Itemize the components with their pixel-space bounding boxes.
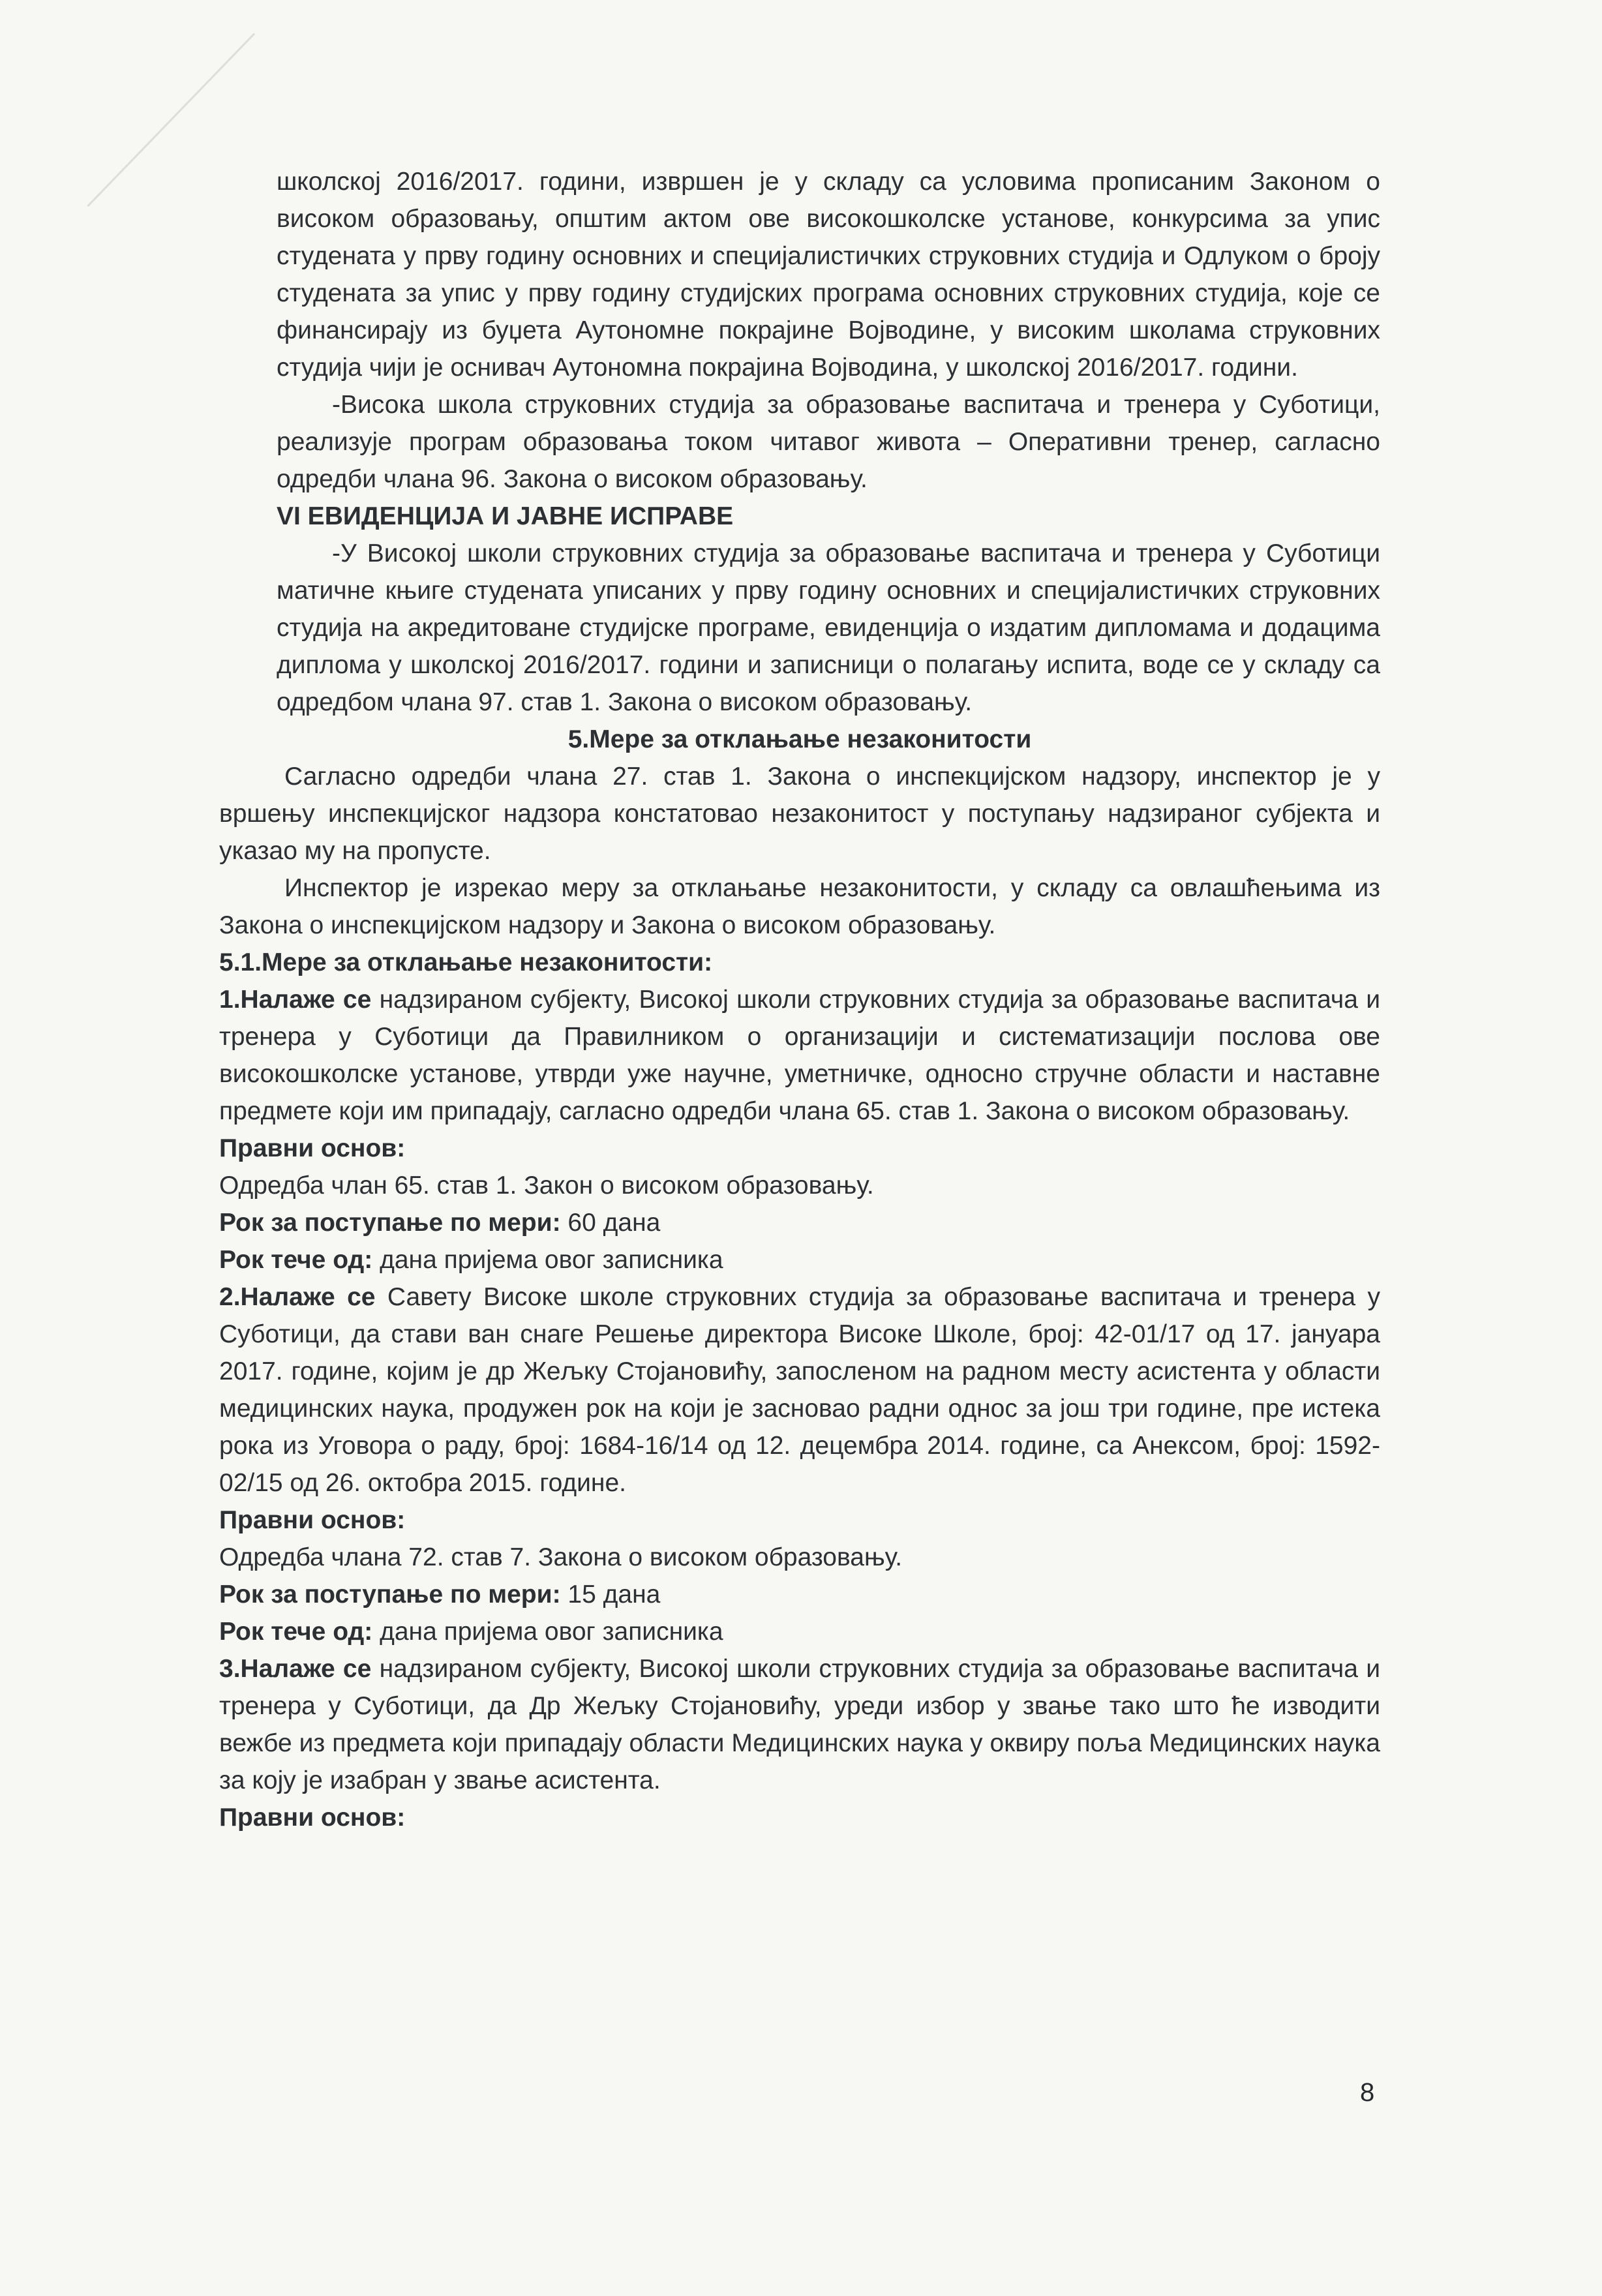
legal-basis-label: Правни основ: <box>219 1134 406 1162</box>
starts-value: дана пријема овог записника <box>372 1618 723 1646</box>
section-5-paragraph-2: Инспектор је изрекао меру за отклањање незаконитости, у складу са овлашћењима из Закона о инспекцијском надзору и Закона о високом образовању. <box>219 874 1380 939</box>
deadline-label: Рок за поступање по мери: <box>219 1580 561 1609</box>
measure-1-starts <box>219 1241 1380 1278</box>
measure-1-legal-basis: Одредба члан 65. став 1. Закон о високом образовању. <box>219 1171 874 1200</box>
section-5-paragraph-1: Сагласно одредби члана 27. став 1. Закона о инспекцијском надзору, инспектор је у вршењу инспекцијског надзора констатовао незаконитост у поступању надзираног субјекта и указао му на пропусте. <box>219 763 1380 865</box>
measure-2-legal-basis-label <box>219 1502 1380 1539</box>
measure-1-legal-basis-label <box>219 1130 1380 1167</box>
measure-2-starts <box>219 1613 1380 1650</box>
measure-2-deadline <box>219 1576 1380 1613</box>
section-5-1-heading: 5.1.Мере за отклањање незаконитости: <box>219 948 713 976</box>
section-vi-paragraph: -У Високој школи струковних студија за образовање васпитача и тренера у Суботици матичне књиге студената уписаних у прву годину основних и специјалистичких струковних студија на акредитоване студијске програме, евиденција о издатим дипломама и додацима диплома у школској 2016/2017. години и записници о полагању испита, воде се у складу са одредбом члана 97. став 1. Закона о високом образовању. <box>277 539 1380 716</box>
measure-1-text: надзираном субјекту, Високој школи струковних студија за образовање васпитача и тренера у Суботици да Правилником о организацији и систематизацији послова ове високошколске установе, утврди уже научне, уметничке, односно стручне области и наставне предмете који им припадају, сагласно одредби члана 65. став 1. Закона о високом образовању. <box>219 986 1380 1125</box>
measure-3 <box>219 1650 1380 1836</box>
starts-label: Рок тече од: <box>219 1618 373 1646</box>
deadline-label: Рок за поступање по мери: <box>219 1209 561 1237</box>
starts-value: дана пријема овог записника <box>372 1246 723 1274</box>
continuation-section <box>277 163 1380 721</box>
measure-2-label: 2.Налаже се <box>219 1283 376 1311</box>
page-number: 8 <box>1360 2078 1375 2107</box>
measure-2-legal-basis: Одредба члана 72. став 7. Закона о високом образовању. <box>219 1543 903 1571</box>
measure-2-paragraph <box>219 1278 1380 1502</box>
legal-basis-label: Правни основ: <box>219 1804 406 1832</box>
measure-1-paragraph <box>219 981 1380 1130</box>
measure-3-paragraph <box>219 1650 1380 1799</box>
measures-list <box>219 981 1380 1836</box>
section-vi-heading: VI ЕВИДЕНЦИЈА И ЈАВНЕ ИСПРАВЕ <box>277 502 734 530</box>
section-5-heading: 5.Мере за отклањање незаконитости <box>567 725 1032 753</box>
measure-3-text: надзираном субјекту, Високој школи струковних студија за образовање васпитача и тренера у Суботици, да Др Жељку Стојановићу, уреди избор у звање тако што ће изводити вежбе из предмета који припадају области Медицинских наука у оквиру поља Медицинских наука за коју је изабран у звање асистента. <box>219 1655 1380 1794</box>
starts-label: Рок тече од: <box>219 1246 373 1274</box>
measure-3-label: 3.Налаже се <box>219 1655 372 1683</box>
measure-2-text: Савету Високе школе струковних студија за образовање васпитача и тренера у Суботици, да стави ван снаге Решење директора Високе Школе, број: 42-01/17 од 17. јануара 2017. године, којим је др Жељку Стојановићу, запосленом на радном месту асистента у области медицинских наука, продужен рок на који је засновао радни однос за још три године, пре истека рока из Уговора о раду, број: 1684-16/14 од 12. децембра 2014. године, са Анексом, број: 1592-02/15 од 26. октобра 2015. године. <box>219 1283 1381 1497</box>
measure-3-legal-basis-label <box>219 1799 1380 1836</box>
intro-paragraph-1: школској 2016/2017. години, извршен је у складу са условима прописаним Законом о високом образовању, општим актом ове високошколске установе, конкурсима за упис студената у прву годину основних и специјалистичких струковних студија и Одлуком о броју студената за упис у прву годину студијских програма основних струковних студија, које се финансирају из буџета Аутономне покрајине Војводине, у високим школама струковних студија чији је оснивач Аутономна покрајина Војводина, у школској 2016/2017. години. <box>277 168 1380 382</box>
intro-paragraph-2: -Висока школа струковних студија за образовање васпитача и тренера у Суботици, реализује програм образовања током читавог живота – Оперативни тренер, сагласно одредби члана 96. Закона о високом образовању. <box>277 391 1380 493</box>
measure-1-label: 1.Налаже се <box>219 986 372 1014</box>
deadline-value: 15 дана <box>560 1580 661 1609</box>
measure-1 <box>219 981 1380 1278</box>
legal-basis-label: Правни основ: <box>219 1506 406 1534</box>
measure-2 <box>219 1278 1380 1650</box>
document-body <box>219 163 1380 1836</box>
deadline-value: 60 дана <box>560 1209 661 1237</box>
measure-1-deadline <box>219 1204 1380 1241</box>
